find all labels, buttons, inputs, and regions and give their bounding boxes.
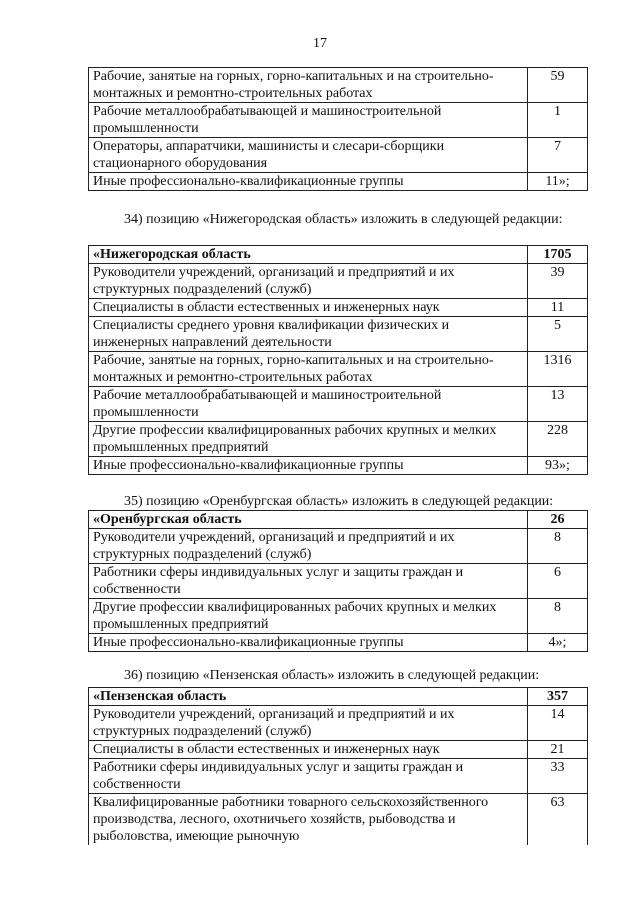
- row-label: Специалисты в области естественных и инженерных наук: [89, 299, 528, 317]
- row-value: 63: [528, 794, 588, 846]
- row-value: 11: [528, 299, 588, 317]
- row-value: 33: [528, 759, 588, 794]
- table-row: [89, 299, 588, 317]
- table-row: [89, 387, 588, 422]
- row-label: Работники сферы индивидуальных услуг и защиты граждан и собственности: [89, 564, 528, 599]
- table-header-row: [89, 246, 588, 264]
- table-header-row: [89, 688, 588, 706]
- table-row: [89, 138, 588, 173]
- table-row: [89, 173, 588, 191]
- row-label: Иные профессионально-квалификационные группы: [89, 457, 528, 475]
- table-row: [89, 103, 588, 138]
- row-value: 59: [528, 68, 588, 103]
- table-row: [89, 741, 588, 759]
- table-row: [89, 564, 588, 599]
- row-value: 8: [528, 599, 588, 634]
- nizhny-novgorod-table: [88, 245, 588, 475]
- row-value: 1: [528, 103, 588, 138]
- table-row: [89, 317, 588, 352]
- row-value: 5: [528, 317, 588, 352]
- row-value: 1316: [528, 352, 588, 387]
- region-total: 357: [528, 688, 588, 706]
- row-value: 39: [528, 264, 588, 299]
- row-label: Руководители учреждений, организаций и предприятий и их структурных подразделений (служб): [89, 706, 528, 741]
- table-row: [89, 422, 588, 457]
- row-label: Другие профессии квалифицированных рабочих крупных и мелких промышленных предприятий: [89, 599, 528, 634]
- row-label: Работники сферы индивидуальных услуг и защиты граждан и собственности: [89, 759, 528, 794]
- region-name: «Пензенская область: [89, 688, 528, 706]
- row-value: 228: [528, 422, 588, 457]
- table-row: [89, 529, 588, 564]
- table-row: [89, 264, 588, 299]
- row-label: Квалифицированные работники товарного сельскохозяйственного производства, лесного, охотничьего хозяйств, рыбоводства и рыболовства, имеющие рыночную: [89, 794, 528, 846]
- table-row: [89, 599, 588, 634]
- row-value: 4»;: [528, 634, 588, 652]
- row-value: 7: [528, 138, 588, 173]
- row-label: Специалисты в области естественных и инженерных наук: [89, 741, 528, 759]
- table-row: [89, 794, 588, 846]
- row-label: Руководители учреждений, организаций и предприятий и их структурных подразделений (служб): [89, 264, 528, 299]
- row-label: Специалисты среднего уровня квалификации физических и инженерных направлений деятельности: [89, 317, 528, 352]
- occupation-table-continued: [88, 67, 588, 191]
- table-row: [89, 706, 588, 741]
- row-label: Рабочие металлообрабатывающей и машиностроительной промышленности: [89, 387, 528, 422]
- table-row: [89, 457, 588, 475]
- row-label: Рабочие, занятые на горных, горно-капитальных и на строительно-монтажных и ремонтно-строительных работах: [89, 68, 528, 103]
- row-label: Другие профессии квалифицированных рабочих крупных и мелких промышленных предприятий: [89, 422, 528, 457]
- table-header-row: [89, 511, 588, 529]
- page-number: 17: [313, 36, 327, 51]
- row-label: Руководители учреждений, организаций и предприятий и их структурных подразделений (служб): [89, 529, 528, 564]
- row-label: Иные профессионально-квалификационные группы: [89, 634, 528, 652]
- table-row: [89, 352, 588, 387]
- row-value: 6: [528, 564, 588, 599]
- region-total: 26: [528, 511, 588, 529]
- orenburg-table: [88, 510, 588, 652]
- row-value: 93»;: [528, 457, 588, 475]
- row-value: 8: [528, 529, 588, 564]
- item-36-instruction: 36) позицию «Пензенская область» изложить в следующей редакции:: [124, 668, 540, 683]
- table-row: [89, 759, 588, 794]
- row-label: Рабочие, занятые на горных, горно-капитальных и на строительно-монтажных и ремонтно-строительных работах: [89, 352, 528, 387]
- item-35-instruction: 35) позицию «Оренбургская область» изложить в следующей редакции:: [124, 494, 554, 509]
- row-value: 14: [528, 706, 588, 741]
- item-34-instruction: 34) позицию «Нижегородская область» изложить в следующей редакции:: [124, 212, 563, 227]
- region-total: 1705: [528, 246, 588, 264]
- table-row: [89, 634, 588, 652]
- table-row: [89, 68, 588, 103]
- penza-table: [88, 687, 588, 845]
- row-label: Рабочие металлообрабатывающей и машиностроительной промышленности: [89, 103, 528, 138]
- row-value: 21: [528, 741, 588, 759]
- row-label: Иные профессионально-квалификационные группы: [89, 173, 528, 191]
- row-value: 13: [528, 387, 588, 422]
- region-name: «Нижегородская область: [89, 246, 528, 264]
- row-value: 11»;: [528, 173, 588, 191]
- row-label: Операторы, аппаратчики, машинисты и слесари-сборщики стационарного оборудования: [89, 138, 528, 173]
- region-name: «Оренбургская область: [89, 511, 528, 529]
